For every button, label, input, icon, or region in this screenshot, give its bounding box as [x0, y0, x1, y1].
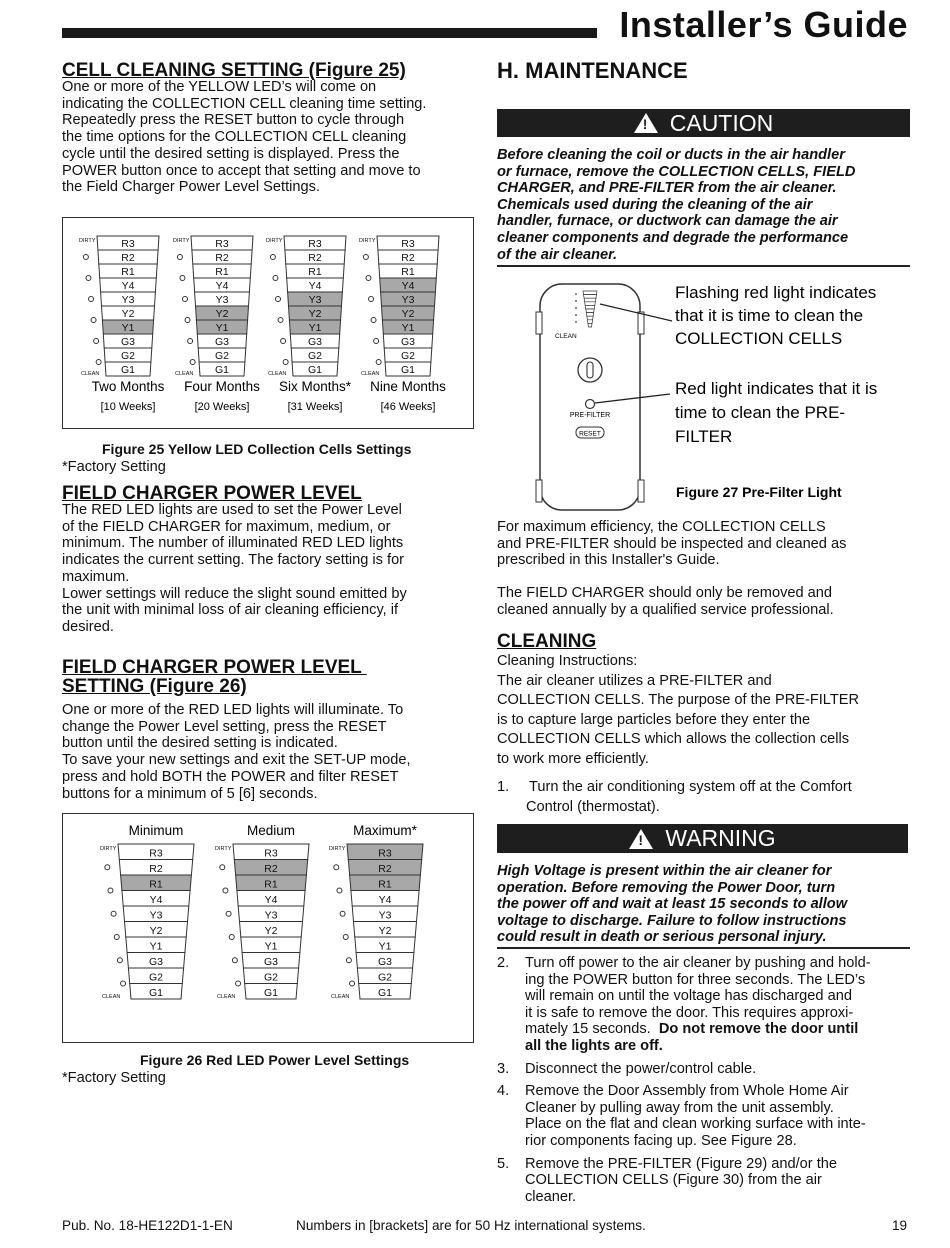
led-indicator-icon	[180, 276, 185, 281]
callout-1-line-1: Flashing red light indicates	[675, 283, 877, 302]
header-rule	[62, 28, 597, 38]
fig25-period-label: Four Months	[184, 379, 260, 394]
led-indicator-icon	[114, 935, 119, 940]
led-indicator-icon	[117, 958, 122, 963]
figure-25-note: *Factory Setting	[62, 459, 166, 475]
ladder-label-y1: Y1	[215, 322, 229, 334]
callout-1-line-3: COLLECTION CELLS	[675, 329, 843, 348]
led-indicator-icon	[236, 981, 241, 986]
mini-ladder-cell	[583, 291, 597, 295]
mini-ladder-cell	[586, 313, 593, 317]
mini-led-dot	[575, 293, 577, 295]
ladder-label-g3: G3	[377, 956, 393, 968]
clean-label: CLEAN	[361, 371, 380, 377]
fig27-reset-label: RESET	[579, 430, 601, 438]
ladder-label-r1: R1	[121, 266, 135, 278]
ladder-label-r2: R2	[121, 252, 135, 264]
fig26-level-label: Medium	[246, 823, 296, 838]
ladder-label-r3: R3	[264, 847, 278, 860]
ladder-label-y3: Y3	[401, 294, 415, 306]
figure-27-caption: Figure 27 Pre-Filter Light	[676, 484, 842, 500]
callout-2-line-1: Red light indicates that it is	[675, 379, 878, 398]
fig25-period-label: Two Months	[91, 379, 165, 394]
fig27-clean-label: CLEAN	[555, 333, 577, 340]
ladder-label-g1: G1	[307, 364, 323, 376]
figure-25-ladders	[63, 218, 473, 428]
warning-label: WARNING	[665, 825, 776, 851]
power-level-text: The RED LED lights are used to set the Power Level of the FIELD CHARGER for maximum, medium, or minimum. The number of illuminated RED LED lights indicates the current setting. The factory setting is for maximum. Lower settings will reduce the slight sound emitted by the unit with minimal loss of air cleaning efficiency, if desired.	[62, 502, 407, 635]
figure-26-note: *Factory Setting	[62, 1070, 166, 1086]
figure-25-caption: Figure 25 Yellow LED Collection Cells Settings	[102, 441, 412, 457]
dirty-label: DIRTY	[215, 846, 232, 852]
fig26-ladder-2	[215, 844, 309, 1000]
fig25-period-label: Nine Months	[370, 379, 446, 394]
footer-note: Numbers in [brackets] are for 50 Hz international systems.	[296, 1218, 646, 1233]
fig26-ladder-3	[329, 844, 423, 1000]
ladder-label-r3: R3	[121, 238, 135, 250]
page-title: Installer’s Guide	[619, 4, 908, 45]
clean-label: CLEAN	[268, 371, 287, 377]
efficiency-text: For maximum efficiency, the COLLECTION CELLS and PRE-FILTER should be inspected and cleaned as prescribed in this Installer's Guide.	[497, 519, 847, 569]
ladder-label-g3: G3	[263, 956, 279, 968]
ladder-label-r3: R3	[149, 847, 163, 860]
ladder-label-y3: Y3	[378, 909, 392, 922]
ladder-label-g1: G1	[263, 987, 279, 999]
led-indicator-icon	[89, 297, 94, 302]
ladder-label-r1: R1	[308, 266, 322, 278]
ladder-label-g3: G3	[148, 956, 164, 968]
led-indicator-icon	[350, 981, 355, 986]
figure-26-caption: Figure 26 Red LED Power Level Settings	[140, 1052, 410, 1068]
fig25-weeks-label: [20 Weeks]	[194, 401, 250, 413]
led-indicator-icon	[105, 865, 110, 870]
led-indicator-icon	[278, 318, 283, 323]
ladder-label-r2: R2	[401, 252, 415, 264]
power-level-heading: FIELD CHARGER POWER LEVEL	[62, 483, 362, 504]
led-indicator-icon	[371, 318, 376, 323]
fig25-weeks-label: [10 Weeks]	[100, 401, 156, 413]
clean-label: CLEAN	[81, 371, 100, 377]
ladder-label-g1: G1	[400, 364, 416, 376]
ladder-label-r1: R1	[264, 878, 278, 891]
led-indicator-icon	[337, 888, 342, 893]
ladder-label-r3: R3	[215, 238, 229, 250]
ladder-label-g3: G3	[400, 336, 416, 348]
ladder-label-y4: Y4	[121, 280, 135, 292]
ladder-label-r2: R2	[378, 863, 392, 875]
ladder-label-y2: Y2	[121, 308, 135, 320]
ladder-label-y2: Y2	[378, 925, 392, 937]
ladder-label-y3: Y3	[264, 909, 278, 922]
figure-26-box	[62, 813, 474, 1043]
caution-bar	[497, 109, 910, 137]
fig25-weeks-label: [31 Weeks]	[287, 401, 343, 413]
mini-ladder-cell	[585, 305, 595, 309]
power-setting-heading-1: FIELD CHARGER POWER LEVEL	[62, 657, 367, 678]
fig25-ladder-1	[79, 236, 159, 377]
fig27-prefilter-label: PRE-FILTER	[569, 412, 611, 419]
fig25-period-label: Six Months*	[278, 379, 352, 394]
ladder-label-y3: Y3	[121, 294, 135, 306]
ladder-label-y1: Y1	[264, 940, 278, 953]
led-indicator-icon	[83, 255, 88, 260]
led-indicator-icon	[220, 865, 225, 870]
callout-2-line-3: FILTER	[675, 427, 733, 446]
warning-triangle-icon	[629, 829, 653, 849]
ladder-label-g3: G3	[120, 336, 136, 348]
step-4: 4. Remove the Door Assembly from Whole Home Air Cleaner by pulling away from the unit assembly. Place on the flat and clean working surface with inte- rior components facing up. See Figure 28.	[497, 1083, 866, 1149]
mini-ladder-cell	[584, 298, 596, 302]
ladder-label-g1: G1	[120, 364, 136, 376]
ladder-label-y2: Y2	[401, 308, 415, 320]
ladder-label-y3: Y3	[215, 294, 229, 306]
power-setting-text: One or more of the RED LED lights will illuminate. To change the Power Level setting, press the RESET button until the desired setting is indicated. To save your new settings and exit the SET-UP mode, press and hold BOTH the POWER and filter RESET buttons for a minimum of 5 [6] seconds.	[62, 702, 411, 802]
led-indicator-icon	[340, 911, 345, 916]
led-indicator-icon	[376, 360, 381, 365]
ladder-label-g1: G1	[214, 364, 230, 376]
led-indicator-icon	[226, 911, 231, 916]
caution-text: Before cleaning the coil or ducts in the air handler or furnace, remove the COLLECTION CELLS, FIELD CHARGER, and PRE-FILTER from the air cleaner. Chemicals used during the cleaning of the air handler, furnace, or ductwork can damage the air cleaner components and degrade the performance of the air cleaner.	[497, 147, 856, 263]
dirty-label: DIRTY	[266, 238, 283, 244]
cleaning-text: Cleaning Instructions: The air cleaner utilizes a PRE-FILTER and COLLECTION CELLS. The purpose of the PRE-FILTER is to capture large particles before they enter the COLLECTION CELLS which allows the collection cells to work more efficiently.	[497, 653, 860, 767]
clean-label: CLEAN	[217, 994, 236, 1000]
steps-list	[497, 955, 912, 1205]
cell-cleaning-text: One or more of the YELLOW LED’s will come on indicating the COLLECTION CELL cleaning time setting. Repeatedly press the RESET button to cycle through the time options for the COLLECTION CELL cleaning cycle until the desired setting is displayed. Press the POWER button once to accept that setting and move to the Field Charger Power Level Settings.	[62, 79, 427, 196]
led-indicator-icon	[273, 276, 278, 281]
step-5: 5. Remove the PRE-FILTER (Figure 29) and/or the COLLECTION CELLS (Figure 30) from the air cleaner.	[497, 1155, 837, 1205]
caution-rule	[497, 265, 910, 267]
led-indicator-icon	[346, 958, 351, 963]
ladder-label-g2: G2	[263, 971, 279, 984]
led-indicator-icon	[363, 255, 368, 260]
led-indicator-icon	[177, 255, 182, 260]
ladder-label-g2: G2	[307, 350, 323, 362]
led-indicator-icon	[91, 318, 96, 323]
ladder-label-r3: R3	[308, 238, 322, 250]
fig25-ladder-3	[266, 236, 346, 377]
ladder-label-y1: Y1	[149, 940, 163, 953]
step-1: 1. Turn the air conditioning system off at the Comfort Control (thermostat).	[497, 779, 852, 815]
led-indicator-icon	[223, 888, 228, 893]
led-indicator-icon	[270, 255, 275, 260]
ladder-label-r2: R2	[308, 252, 322, 264]
mini-ladder-cell	[586, 309, 595, 313]
callout-1-line-2: that it is time to clean the	[675, 306, 864, 325]
ladder-label-y4: Y4	[308, 280, 322, 292]
led-indicator-icon	[343, 935, 348, 940]
mini-ladder-cell	[584, 295, 597, 299]
ladder-label-y3: Y3	[308, 294, 322, 306]
led-indicator-icon	[281, 339, 286, 344]
caution-label: CAUTION	[669, 109, 774, 136]
led-indicator-icon	[111, 911, 116, 916]
led-indicator-icon	[188, 339, 193, 344]
ladder-label-g2: G2	[400, 350, 416, 362]
warning-text: High Voltage is present within the air cleaner for operation. Before removing the Power Door, turn the power off and wait at least 15 seconds to allow voltage to discharge. Failure to follow instructions could result in death or serious personal injury.	[497, 863, 848, 946]
led-indicator-icon	[86, 276, 91, 281]
mini-led-dot	[575, 300, 577, 302]
fig25-ladder-2	[173, 236, 253, 377]
ladder-label-g3: G3	[214, 336, 230, 348]
ladder-label-y3: Y3	[149, 909, 163, 922]
ladder-label-y1: Y1	[308, 322, 322, 334]
led-indicator-icon	[94, 339, 99, 344]
figure-25-box	[62, 217, 474, 429]
ladder-label-r2: R2	[264, 863, 278, 875]
ladder-label-g1: G1	[377, 987, 393, 999]
led-indicator-icon	[183, 297, 188, 302]
cell-cleaning-heading: CELL CLEANING SETTING (Figure 25)	[62, 60, 406, 81]
ladder-label-g2: G2	[214, 350, 230, 362]
mini-ladder-cell	[588, 323, 592, 327]
warning-rule	[497, 947, 910, 949]
ladder-label-r1: R1	[378, 878, 392, 891]
ladder-label-y1: Y1	[121, 322, 135, 334]
clean-label: CLEAN	[331, 994, 350, 1000]
warning-bar	[497, 824, 908, 853]
fig25-weeks-label: [46 Weeks]	[380, 401, 436, 413]
ladder-label-g1: G1	[148, 987, 164, 999]
ladder-label-y4: Y4	[378, 894, 392, 906]
fig26-ladder-1	[100, 844, 194, 1000]
led-indicator-icon	[229, 935, 234, 940]
led-indicator-icon	[190, 360, 195, 365]
led-indicator-icon	[121, 981, 126, 986]
warning-triangle-icon	[634, 113, 658, 133]
step-3: 3. Disconnect the power/control cable.	[497, 1060, 757, 1077]
led-indicator-icon	[185, 318, 190, 323]
clean-label: CLEAN	[102, 994, 121, 1000]
ladder-label-r1: R1	[215, 266, 229, 278]
mini-ladder-cell	[587, 320, 592, 324]
ladder-label-g2: G2	[148, 971, 164, 984]
ladder-label-r1: R1	[149, 878, 163, 891]
led-indicator-icon	[374, 339, 379, 344]
ladder-label-r3: R3	[378, 847, 392, 860]
led-indicator-icon	[334, 865, 339, 870]
led-indicator-icon	[276, 297, 281, 302]
ladder-label-g2: G2	[120, 350, 136, 362]
clean-label: CLEAN	[175, 371, 194, 377]
pub-number: Pub. No. 18-HE122D1-1-EN	[62, 1218, 233, 1233]
ladder-label-y2: Y2	[264, 925, 278, 937]
ladder-label-y1: Y1	[378, 940, 392, 953]
ladder-label-y2: Y2	[149, 925, 163, 937]
ladder-label-r2: R2	[215, 252, 229, 264]
ladder-label-g3: G3	[307, 336, 323, 348]
led-indicator-icon	[232, 958, 237, 963]
dirty-label: DIRTY	[79, 238, 96, 244]
ladder-label-r3: R3	[401, 238, 415, 250]
dirty-label: DIRTY	[359, 238, 376, 244]
ladder-label-y4: Y4	[401, 280, 415, 292]
mini-ladder-cell	[587, 316, 593, 320]
power-setting-heading-2: SETTING (Figure 26)	[62, 676, 247, 697]
fig26-level-label: Maximum*	[353, 823, 417, 838]
page-number: 19	[892, 1218, 908, 1233]
ladder-label-g2: G2	[377, 971, 393, 984]
mini-led-dot	[575, 307, 577, 309]
ladder-label-r2: R2	[149, 863, 163, 875]
ladder-label-y1: Y1	[401, 322, 415, 334]
maintenance-heading: H. MAINTENANCE	[497, 58, 688, 83]
figure-26-ladders	[63, 814, 473, 1042]
figure-27-diagram	[500, 276, 910, 516]
led-indicator-icon	[96, 360, 101, 365]
mini-led-dot	[575, 321, 577, 323]
fig25-ladder-4	[359, 236, 439, 377]
cleaning-heading: CLEANING	[497, 631, 597, 652]
mini-led-dot	[575, 314, 577, 316]
dirty-label: DIRTY	[329, 846, 346, 852]
ladder-label-y4: Y4	[215, 280, 229, 292]
mini-ladder-cell	[585, 302, 596, 306]
ladder-label-y4: Y4	[264, 894, 278, 906]
callout-2-line-2: time to clean the PRE-	[675, 403, 846, 422]
led-indicator-icon	[108, 888, 113, 893]
field-charger-text: The FIELD CHARGER should only be removed and cleaned annually by a qualified service professional.	[497, 585, 834, 618]
led-indicator-icon	[369, 297, 374, 302]
ladder-label-y4: Y4	[149, 894, 163, 906]
ladder-label-y2: Y2	[308, 308, 322, 320]
led-indicator-icon	[283, 360, 288, 365]
ladder-label-y2: Y2	[215, 308, 229, 320]
ladder-label-r1: R1	[401, 266, 415, 278]
fig26-level-label: Minimum	[128, 823, 184, 838]
prefilter-led-icon	[586, 400, 595, 409]
led-indicator-icon	[366, 276, 371, 281]
step-2: 2. Turn off power to the air cleaner by pushing and hold- ing the POWER button for three seconds. The LED’s will remain on until the voltage has discharged and it is safe to remove the door. This requires approxi- mately 15 seconds. Do not remove the door until all the lights are off.	[497, 955, 871, 1054]
dirty-label: DIRTY	[100, 846, 117, 852]
dirty-label: DIRTY	[173, 238, 190, 244]
